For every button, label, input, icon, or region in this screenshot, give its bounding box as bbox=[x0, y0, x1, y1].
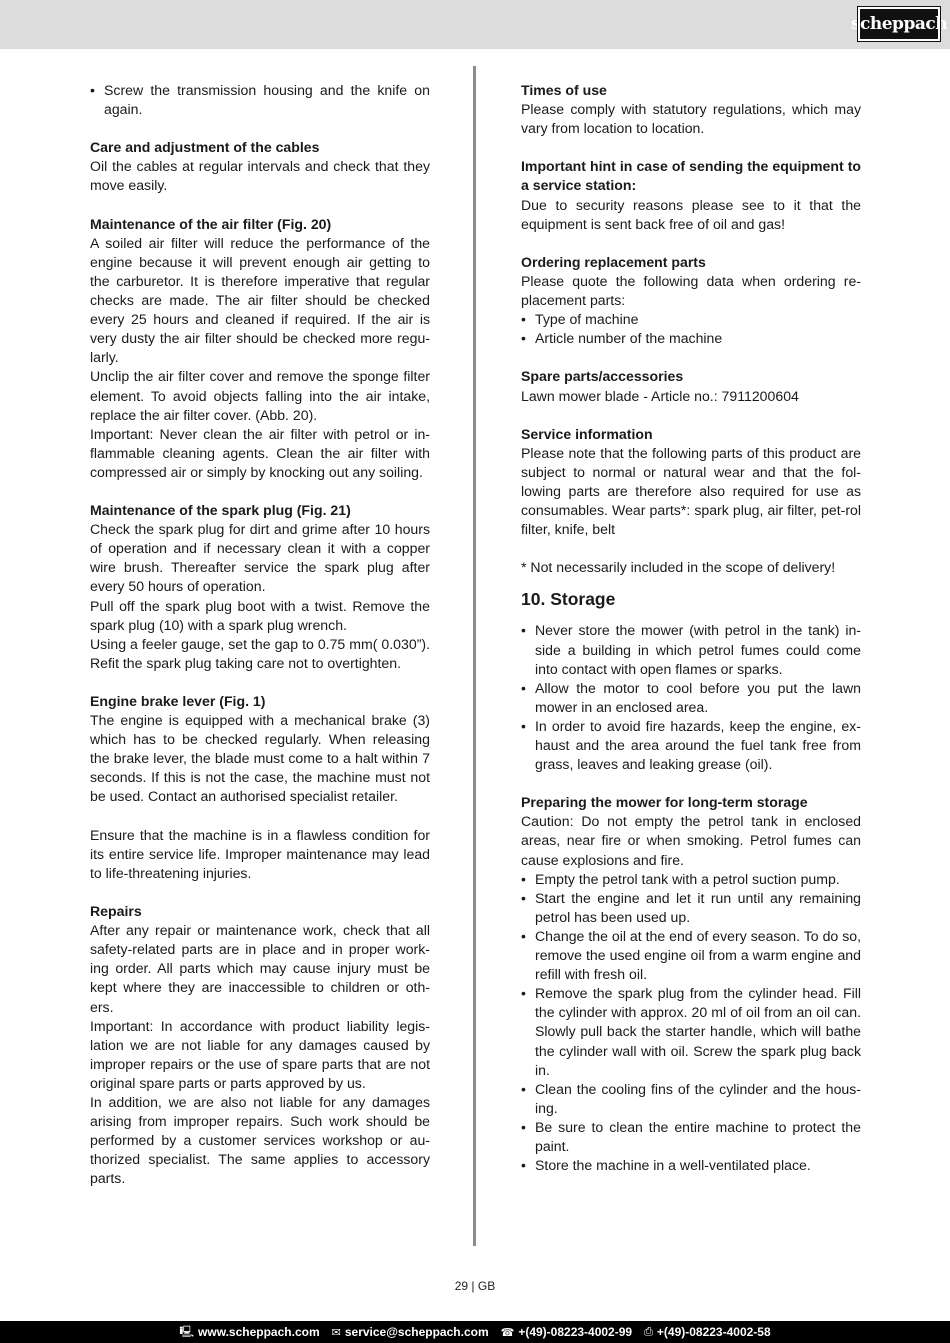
paragraph: Ensure that the machine is in a flawless condition for its entire service life. Improper maintenance may lead to life-threatening injuries. bbox=[90, 826, 430, 881]
intro-list bbox=[90, 81, 430, 119]
paragraph: Check the spark plug for dirt and grime after 10 hours of operation and if necessary clean it with a copper wire brush. Thereafter service the spark plug after every 50 hours of operation. bbox=[90, 521, 430, 595]
section-heading-long-term: Preparing the mower for long-term storage bbox=[521, 794, 808, 811]
email-icon: ✉ bbox=[331, 1326, 341, 1339]
list-item: • Screw the transmission housing and the knife on again. bbox=[90, 81, 430, 119]
footer-email[interactable] bbox=[332, 1325, 489, 1339]
list-item: • Store the machine in a well-ventilated place. bbox=[521, 1156, 861, 1175]
list-item: • Never store the mower (with petrol in the tank) in-side a building in which petrol fumes could come into contact with open flames or sparks. bbox=[521, 621, 861, 678]
column-divider bbox=[473, 66, 476, 1246]
section-heading-storage: 10. Storage bbox=[521, 589, 616, 610]
left-column bbox=[90, 81, 430, 1188]
list-item: • Allow the motor to cool before you put the lawn mower in an enclosed area. bbox=[521, 679, 861, 717]
paragraph: Due to security reasons please see to it that the equipment is sent back free of oil and gas! bbox=[521, 196, 861, 232]
list-item: • Clean the cooling fins of the cylinder and the hous-ing. bbox=[521, 1080, 861, 1118]
paragraph: Please quote the following data when ordering re-placement parts: bbox=[521, 272, 861, 309]
ordering-list bbox=[521, 310, 861, 348]
section-heading-spare: Spare parts/accessories bbox=[521, 368, 684, 385]
paragraph: Unclip the air filter cover and remove the sponge filter element. To avoid objects falling into the air intake, replace the air filter cover. (Abb. 20). bbox=[90, 368, 430, 423]
paragraph: After any repair or maintenance work, check that all safety-related parts are in place and in proper work-ing order. All parts which may cause injury must be kept where they are inaccessible to children or oth-ers. bbox=[90, 922, 430, 1015]
paragraph: Please comply with statutory regulations, which may vary from location to location. bbox=[521, 101, 861, 137]
section-heading-repairs: Repairs bbox=[90, 903, 142, 920]
storage-list bbox=[521, 621, 861, 774]
list-item: • Empty the petrol tank with a petrol suction pump. bbox=[521, 870, 861, 889]
computer-icon: 🖳 bbox=[179, 1325, 195, 1338]
paragraph: Caution: Do not empty the petrol tank in enclosed areas, near fire or when smoking. Petrol fumes can cause explosions and fire. bbox=[521, 813, 861, 868]
section-heading-times: Times of use bbox=[521, 82, 607, 98]
list-item: • Be sure to clean the entire machine to protect the paint. bbox=[521, 1118, 861, 1156]
paragraph: Using a feeler gauge, set the gap to 0.75 mm( 0.030”). Refit the spark plug taking care not to overtighten. bbox=[90, 635, 430, 671]
footer-email-text: service@scheppach.com bbox=[344, 1325, 489, 1339]
paragraph: A soiled air filter will reduce the performance of the engine because it will prevent enough air getting to the carburetor. It is therefore imperative that regular checks are made. The air filter should be checked every 25 hours and cleaned if required. If the air is very dusty the air filter should be checked more regu-larly. bbox=[90, 234, 430, 366]
paragraph: Pull off the spark plug boot with a twist. Remove the spark plug (10) with a spark plug wrench. bbox=[90, 597, 430, 633]
footer-fax-text: +(49)-08223-4002-58 bbox=[656, 1325, 771, 1339]
section-heading-spark-plug: Maintenance of the spark plug (Fig. 21) bbox=[90, 502, 351, 519]
paragraph: Important: Never clean the air filter with petrol or in-flammable cleaning agents. Clean the air filter with compressed air or simply by knocking out any soiling. bbox=[90, 425, 430, 480]
paragraph: Please note that the following parts of this product are subject to normal or natural wear and that the fol-lowing parts are therefore also required for use as consumables. Wear parts*: spark plug, air filter, pet-rol filter, knife, belt bbox=[521, 444, 861, 538]
footer-bar bbox=[0, 1321, 950, 1343]
section-heading-air-filter: Maintenance of the air filter (Fig. 20) bbox=[90, 215, 332, 232]
section-heading-brake: Engine brake lever (Fig. 1) bbox=[90, 693, 266, 709]
footer-phone bbox=[501, 1325, 632, 1339]
phone-icon: ☎ bbox=[500, 1326, 515, 1339]
list-item: • Start the engine and let it run until any remaining petrol has been used up. bbox=[521, 889, 861, 927]
footnote: * Not necessarily included in the scope of delivery! bbox=[521, 559, 836, 576]
paragraph: Oil the cables at regular intervals and check that they move easily. bbox=[90, 158, 430, 194]
list-item: • Change the oil at the end of every season. To do so, remove the used engine oil from a warm engine and refill with fresh oil. bbox=[521, 927, 861, 984]
scheppach-logo: scheppach bbox=[858, 7, 940, 41]
footer-web-text: www.scheppach.com bbox=[198, 1325, 320, 1339]
footer-phone-text: +(49)-08223-4002-99 bbox=[518, 1325, 633, 1339]
right-column bbox=[521, 81, 861, 1175]
paragraph: The engine is equipped with a mechanical brake (3) which has to be checked regularly. When releasing the brake lever, the blade must come to a halt within 7 seconds. If this is not the case, the machine must not be used. Contact an authorised specialist retailer. bbox=[90, 712, 430, 805]
paragraph: Lawn mower blade - Article no.: 7911200604 bbox=[521, 387, 799, 404]
section-heading-ordering: Ordering replacement parts bbox=[521, 253, 706, 270]
paragraph: In addition, we are also not liable for any damages arising from improper repairs. Such work should be performed by a customer services workshop or au-thorized specialist. The same applies to accessory parts. bbox=[90, 1093, 430, 1187]
list-item: • Article number of the machine bbox=[521, 329, 861, 348]
page-number: 29 | GB bbox=[454, 1279, 496, 1293]
paragraph: Important: In accordance with product liability legis-lation we are not liable for any damages caused by improper repairs or the use of spare parts that are not original spare parts or parts approved by us. bbox=[90, 1017, 430, 1091]
long-term-list bbox=[521, 870, 861, 1176]
list-item: • In order to avoid fire hazards, keep the engine, ex-haust and the area around the fuel tank free from grass, leaves and leaking grease (oil). bbox=[521, 717, 861, 774]
section-heading-hint: Important hint in case of sending the equipment to a service station: bbox=[521, 158, 861, 194]
footer-web[interactable] bbox=[179, 1323, 319, 1342]
fax-icon: ⎙ bbox=[644, 1325, 653, 1338]
header-bar bbox=[0, 0, 950, 49]
footer-fax bbox=[644, 1325, 771, 1339]
list-item: • Remove the spark plug from the cylinder head. Fill the cylinder with approx. 20 ml of oil from an oil can. Slowly pull back the starter handle, which will bathe the cylinder wall with oil. Screw the spark plug back in. bbox=[521, 984, 861, 1079]
section-heading-service: Service information bbox=[521, 425, 653, 442]
section-heading-cables: Care and adjustment of the cables bbox=[90, 139, 320, 156]
list-item: • Type of machine bbox=[521, 310, 861, 329]
